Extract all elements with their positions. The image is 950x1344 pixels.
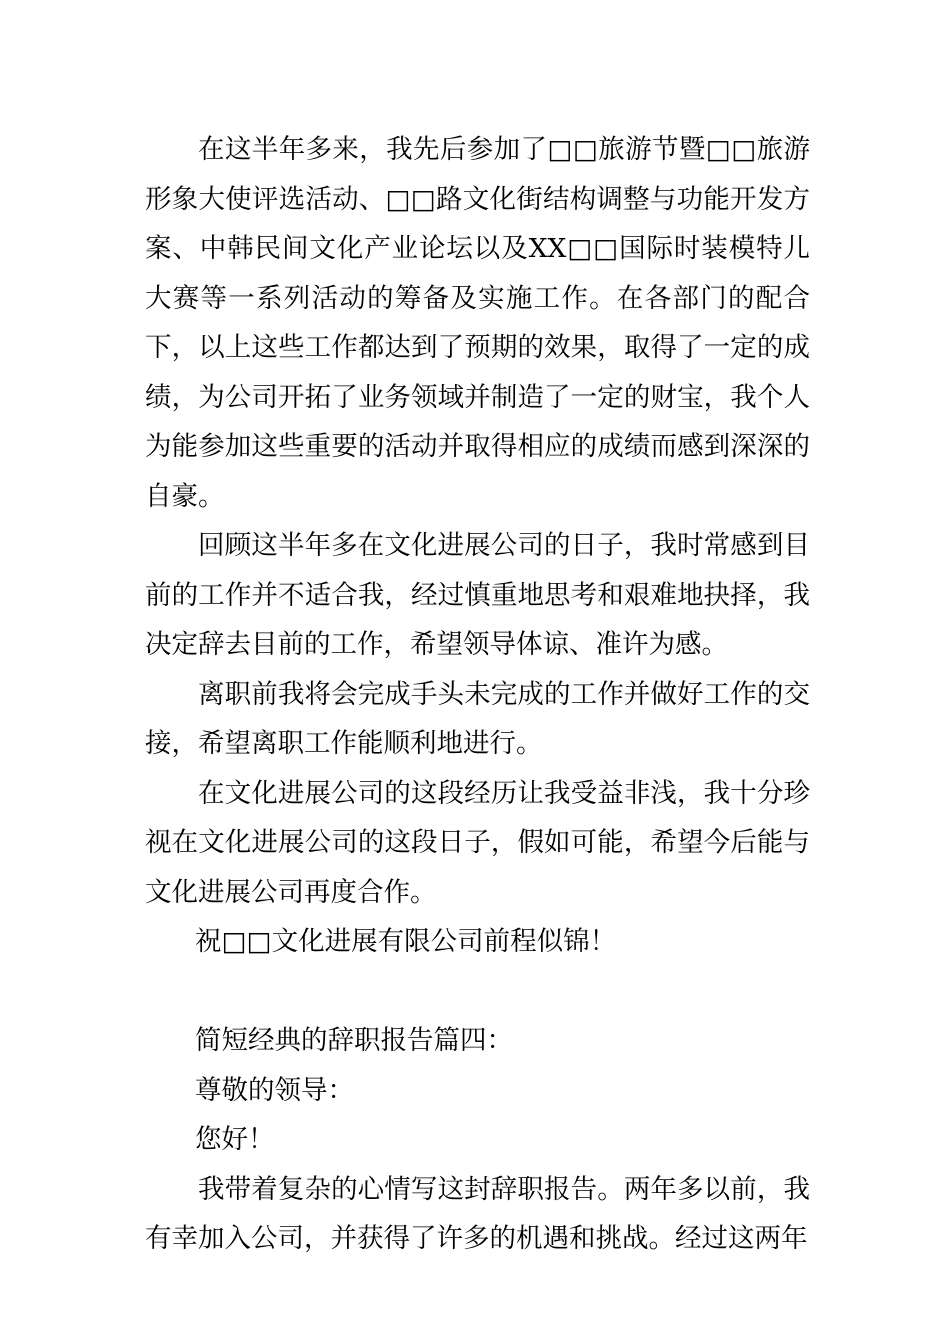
- paragraph-handover: 离职前我将会完成手头未完成的工作并做好工作的交接，希望离职工作能顺利地进行。: [145, 678, 810, 759]
- closing-wish: 祝□□文化进展有限公司前程似锦！: [195, 926, 617, 957]
- paragraph-intro: 我带着复杂的心情写这封辞职报告。两年多以前，我有幸加入公司，并获得了许多的机遇和挑战。经过这两年: [145, 1173, 810, 1254]
- paragraph-decision: 回顾这半年多在文化进展公司的日子，我时常感到目前的工作并不适合我，经过慎重地思考和艰难地抉择，我决定辞去目前的工作，希望领导体谅、准许为感。: [145, 530, 810, 660]
- blank-line: [145, 967, 810, 1017]
- greeting: 您好！: [195, 1124, 275, 1155]
- paragraph-gratitude: 在文化进展公司的这段经历让我受益非浅，我十分珍视在文化进展公司的这段日子，假如可能，希望今后能与文化进展公司再度合作。: [145, 777, 810, 908]
- paragraph-activities: 在这半年多来，我先后参加了□□旅游节暨□□旅游形象大使评选活动、□□路文化街结构调整与功能开发方案、中韩民间文化产业论坛以及XX□□国际时装模特儿大赛等一系列活动的筹备及实施工作。在各部门的配合下，以上这些工作都达到了预期的效果，取得了一定的成绩，为公司开拓了业务领域并制造了一定的财宝，我个人为能参加这些重要的活动并取得相应的成绩而感到深深的自豪。: [145, 134, 810, 512]
- section-title: 简短经典的辞职报告篇四：: [195, 1025, 513, 1056]
- salutation: 尊敬的领导：: [195, 1074, 354, 1106]
- document-body: [145, 125, 810, 1264]
